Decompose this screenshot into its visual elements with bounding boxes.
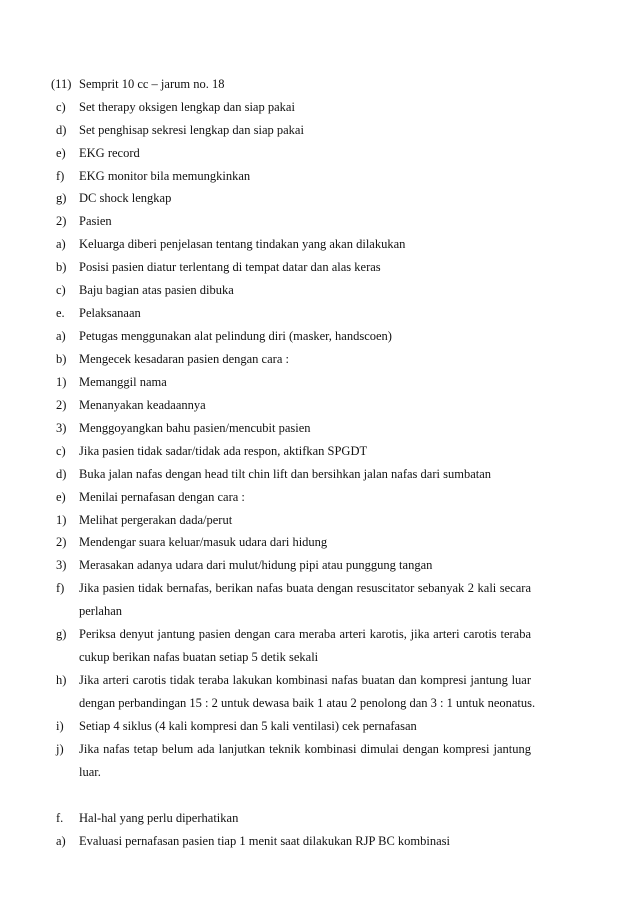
item-text: Jika pasien tidak sadar/tidak ada respon, aktifkan SPGDT: [79, 444, 368, 458]
item-text: Jika arteri carotis tidak teraba lakukan kombinasi nafas buatan dan kompresi jantung luar: [79, 673, 531, 687]
item-text: Evaluasi pernafasan pasien tiap 1 menit saat dilakukan RJP BC kombinasi: [79, 834, 450, 848]
item-marker: d): [56, 123, 67, 137]
item-marker: a): [56, 329, 66, 343]
item-marker: f.: [56, 811, 64, 825]
item-marker: (11): [51, 77, 72, 91]
item-marker: 3): [56, 421, 67, 435]
item-marker: 2): [56, 535, 67, 549]
item-text: Periksa denyut jantung pasien dengan cara meraba arteri karotis, jika arteri carotis teraba: [79, 627, 531, 641]
item-text: Pasien: [79, 214, 112, 228]
item-text: Setiap 4 siklus (4 kali kompresi dan 5 kali ventilasi) cek pernafasan: [79, 719, 417, 733]
item-marker: 2): [56, 214, 67, 228]
item-marker: f): [56, 169, 65, 183]
item-text: Jika pasien tidak bernafas, berikan nafas buata dengan resuscitator sebanyak 2 kali secara: [79, 581, 531, 595]
item-marker: 1): [56, 513, 67, 527]
item-text: Hal-hal yang perlu diperhatikan: [79, 811, 239, 825]
item-text: Semprit 10 cc – jarum no. 18: [79, 77, 225, 91]
item-text: Mengecek kesadaran pasien dengan cara :: [79, 352, 289, 366]
item-text: DC shock lengkap: [79, 191, 172, 205]
item-marker: c): [56, 444, 66, 458]
item-text: Pelaksanaan: [79, 306, 141, 320]
item-text: perlahan: [79, 604, 123, 618]
item-text: EKG record: [79, 146, 140, 160]
item-marker: g): [56, 627, 67, 641]
item-text: EKG monitor bila memungkinkan: [79, 169, 251, 183]
item-text: dengan perbandingan 15 : 2 untuk dewasa baik 1 atau 2 penolong dan 3 : 1 untuk neonatus.: [79, 696, 536, 710]
item-marker: e.: [56, 306, 65, 320]
item-text: Jika nafas tetap belum ada lanjutkan teknik kombinasi dimulai dengan kompresi jantung: [79, 742, 531, 756]
item-text: Merasakan adanya udara dari mulut/hidung pipi atau punggung tangan: [79, 558, 433, 572]
item-text: Mendengar suara keluar/masuk udara dari hidung: [79, 535, 328, 549]
item-text: Set penghisap sekresi lengkap dan siap pakai: [79, 123, 304, 137]
item-marker: a): [56, 237, 66, 251]
item-text: Menanyakan keadaannya: [79, 398, 206, 412]
item-marker: e): [56, 490, 66, 504]
item-marker: d): [56, 467, 67, 481]
item-text: Petugas menggunakan alat pelindung diri (masker, handscoen): [79, 329, 392, 343]
item-text: Set therapy oksigen lengkap dan siap pakai: [79, 100, 295, 114]
item-marker: 2): [56, 398, 67, 412]
item-text: Melihat pergerakan dada/perut: [79, 513, 233, 527]
item-text: Keluarga diberi penjelasan tentang tindakan yang akan dilakukan: [79, 237, 406, 251]
item-marker: b): [56, 352, 67, 366]
item-marker: e): [56, 146, 66, 160]
item-text: luar.: [79, 765, 101, 779]
item-marker: f): [56, 581, 65, 595]
item-text: Menilai pernafasan dengan cara :: [79, 490, 245, 504]
item-text: Posisi pasien diatur terlentang di tempat datar dan alas keras: [79, 260, 381, 274]
item-text: Menggoyangkan bahu pasien/mencubit pasien: [79, 421, 311, 435]
item-text: cukup berikan nafas buatan setiap 5 detik sekali: [79, 650, 319, 664]
item-text: Memanggil nama: [79, 375, 167, 389]
item-marker: c): [56, 100, 66, 114]
item-marker: h): [56, 673, 67, 687]
item-marker: c): [56, 283, 66, 297]
item-text: Buka jalan nafas dengan head tilt chin lift dan bersihkan jalan nafas dari sumbatan: [79, 467, 492, 481]
item-marker: a): [56, 834, 66, 848]
item-marker: b): [56, 260, 67, 274]
item-marker: j): [56, 742, 64, 756]
item-marker: i): [56, 719, 64, 733]
item-marker: 3): [56, 558, 67, 572]
item-marker: g): [56, 191, 67, 205]
item-text: Baju bagian atas pasien dibuka: [79, 283, 234, 297]
item-marker: 1): [56, 375, 67, 389]
